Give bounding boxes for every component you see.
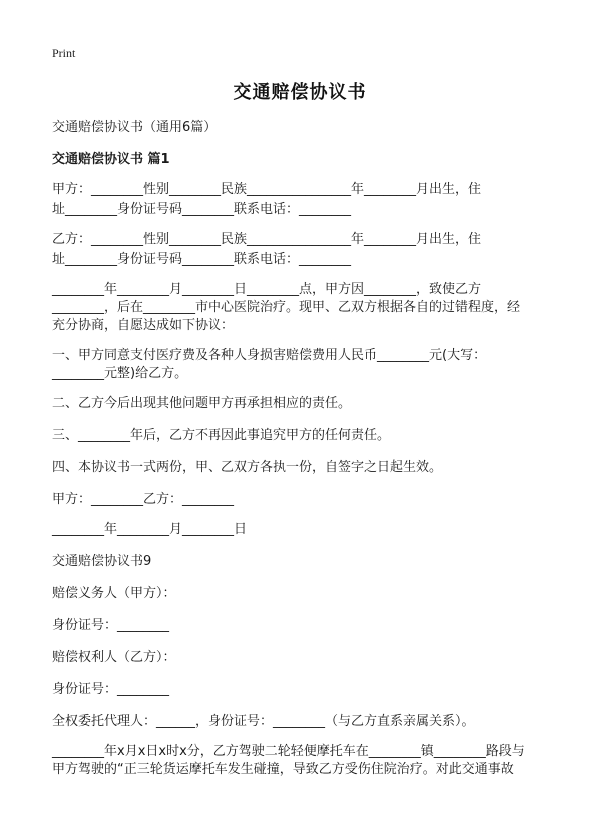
- obligor-label: 赔偿义务人（甲方）：: [52, 586, 176, 601]
- party-a-line-2: 址________身份证号码________联系电话：________: [52, 202, 352, 217]
- print-label[interactable]: Print: [52, 46, 76, 60]
- obligee-label: 赔偿权利人（乙方）：: [52, 650, 176, 665]
- section2-heading: 交通赔偿协议书9: [52, 554, 152, 569]
- section2-accident-line-1: ________年x月x日x时x分，乙方驾驶二轮轻便摩托车在________镇________路段与: [52, 744, 525, 759]
- clause-1-line-2: ________元整)给乙方。: [52, 366, 188, 381]
- obligor-id: 身份证号：________: [52, 618, 170, 633]
- section2-accident-line-2: 甲方驾驶的“正三轮货运摩托车发生碰撞，导致乙方受伤住院治疗。对此交通事故: [52, 762, 514, 777]
- obligee-id: 身份证号：________: [52, 682, 170, 697]
- clause-4: 四、本协议书一式两份，甲、乙双方各执一份，自签字之日起生效。: [52, 460, 443, 475]
- accident-line-1: ________年________月________日________点，甲方因________，致使乙方: [52, 282, 482, 297]
- clause-3: 三、________年后，乙方不再因此事追究甲方的任何责任。: [52, 428, 391, 443]
- clause-2: 二、乙方今后出现其他问题甲方再承担相应的责任。: [52, 396, 352, 411]
- section1-heading: 交通赔偿协议书 篇1: [52, 152, 170, 167]
- agent-line: 全权委托代理人：______，身份证号：________（与乙方直系亲属关系）。: [52, 714, 475, 729]
- date-line: ________年________月________日: [52, 522, 248, 537]
- document-subtitle: 交通赔偿协议书（通用6篇）: [52, 120, 217, 135]
- document-title: 交通赔偿协议书: [233, 82, 367, 103]
- party-b-line-2: 址________身份证号码________联系电话：________: [52, 252, 352, 267]
- clause-1-line-1: 一、甲方同意支付医疗费及各种人身损害赔偿费用人民币________元(大写：: [52, 348, 487, 363]
- accident-line-2: ________，后在________市中心医院治疗。现甲、乙双方根据各自的过错程度，经: [52, 300, 521, 315]
- accident-line-3: 充分协商，自愿达成如下协议：: [52, 318, 235, 333]
- signature-line: 甲方：________乙方：________: [52, 492, 235, 507]
- party-a-line-1: 甲方：________性别________民族________________年________月出生，住: [52, 182, 482, 197]
- party-b-line-1: 乙方：________性别________民族________________年________月出生，住: [52, 232, 482, 247]
